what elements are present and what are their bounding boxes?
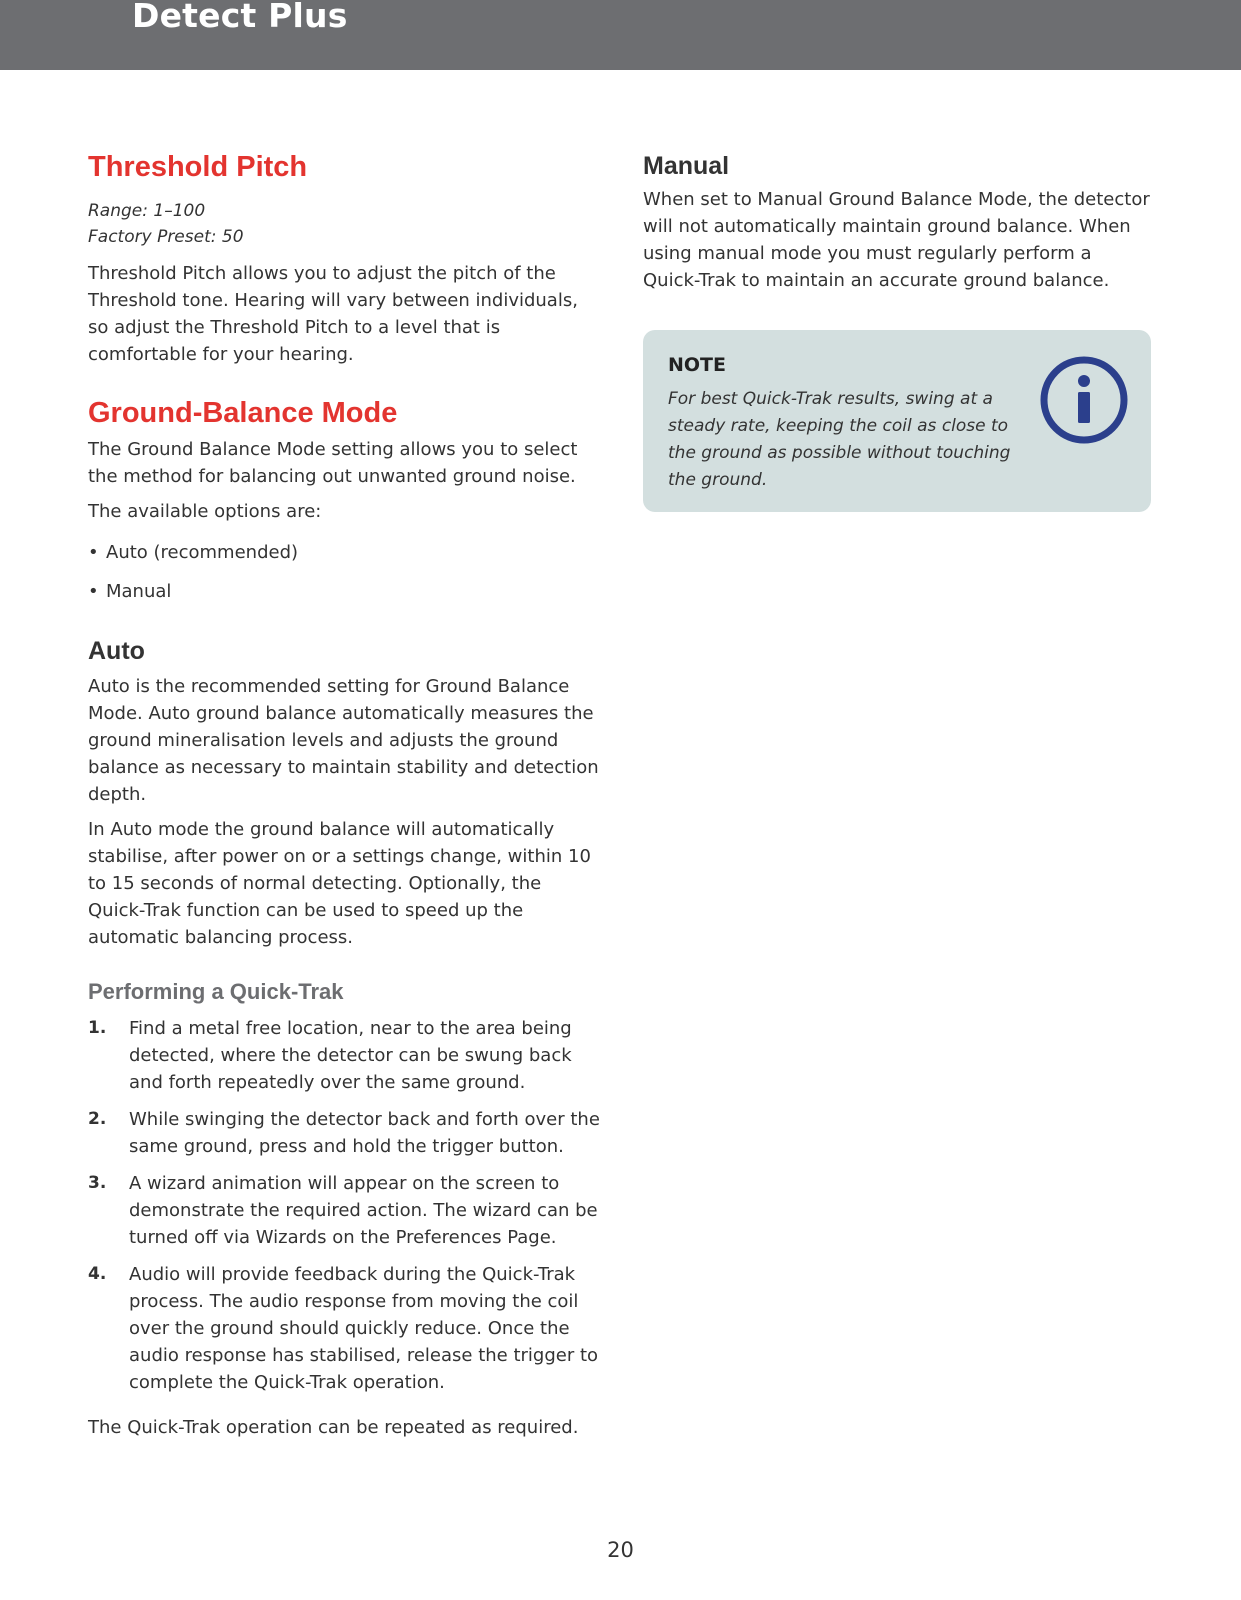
threshold-pitch-body: Threshold Pitch allows you to adjust the pitch of the Threshold tone. Hearing will vary between individuals, so adjust the Threshold Pitch to a level that is comfortable for your hearing.: [88, 263, 578, 365]
left-column: [88, 150, 603, 1441]
manual-heading: Manual: [643, 152, 730, 180]
step-item: [88, 1015, 603, 1096]
auto-paragraph-1: Auto is the recommended setting for Ground Balance Mode. Auto ground balance automatically measures the ground mineralisation levels and adjusts the ground balance as necessary to maintain stability and detection depth.: [88, 676, 599, 805]
step-text: Audio will provide feedback during the Quick-Trak process. The audio response from moving the coil over the ground should quickly reduce. Once the audio response has stabilised, release the trigger to complete the Quick-Trak operation.: [129, 1264, 599, 1393]
step-text: While swinging the detector back and forth over the same ground, press and hold the trigger button.: [129, 1109, 600, 1157]
page-number: 20: [607, 1538, 634, 1562]
ground-balance-options-intro: The available options are:: [88, 501, 322, 522]
threshold-pitch-range: Range: 1–100: [88, 201, 206, 221]
note-text: For best Quick-Trak results, swing at a steady rate, keeping the coil as close to the ground as possible without touching the ground.: [668, 389, 1011, 490]
note-box: [643, 330, 1151, 512]
header-bar: [0, 0, 1241, 70]
ground-balance-options-list: [88, 539, 603, 605]
threshold-pitch-heading: Threshold Pitch: [88, 151, 308, 183]
quick-trak-steps: [88, 1015, 603, 1396]
list-item: • Manual: [88, 578, 603, 605]
quick-trak-footer: The Quick-Trak operation can be repeated as required.: [88, 1417, 579, 1438]
threshold-pitch-preset: Factory Preset: 50: [88, 227, 244, 247]
note-label: NOTE: [668, 354, 726, 376]
info-icon: [1039, 355, 1129, 445]
ground-balance-heading: Ground-Balance Mode: [88, 397, 398, 429]
step-text: Find a metal free location, near to the area being detected, where the detector can be swung back and forth repeatedly over the same ground.: [129, 1018, 572, 1093]
step-item: [88, 1170, 603, 1251]
quick-trak-heading: Performing a Quick-Trak: [88, 979, 344, 1004]
step-text: A wizard animation will appear on the screen to demonstrate the required action. The wizard can be turned off via Wizards on the Preferences Page.: [129, 1173, 598, 1248]
list-item: • Auto (recommended): [88, 539, 603, 566]
step-item: [88, 1106, 603, 1160]
right-column: [643, 150, 1153, 294]
step-number: 2.: [88, 1109, 107, 1129]
auto-heading: Auto: [88, 637, 145, 665]
step-item: [88, 1261, 603, 1396]
auto-paragraph-2: In Auto mode the ground balance will automatically stabilise, after power on or a settings change, within 10 to 15 seconds of normal detecting. Optionally, the Quick-Trak function can be used to speed up the automatic balancing process.: [88, 819, 591, 948]
step-number: 3.: [88, 1173, 107, 1193]
manual-body: When set to Manual Ground Balance Mode, the detector will not automatically maintain ground balance. When using manual mode you must regularly perform a Quick-Trak to maintain an accurate ground balance.: [643, 189, 1150, 291]
step-number: 1.: [88, 1018, 107, 1038]
ground-balance-body: The Ground Balance Mode setting allows you to select the method for balancing out unwanted ground noise.: [88, 439, 578, 487]
page-header-title: Detect Plus: [132, 0, 348, 35]
step-number: 4.: [88, 1264, 107, 1284]
